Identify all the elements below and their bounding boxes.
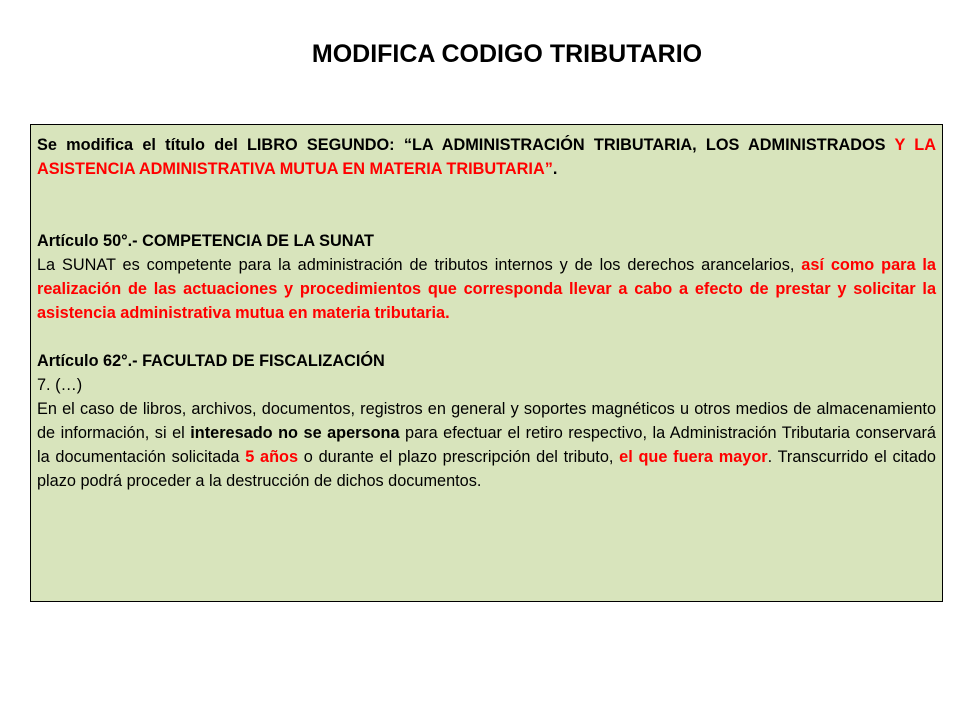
content-box <box>30 124 943 602</box>
article-62-highlight-mayor: el que fuera mayor <box>619 448 768 466</box>
article-62-heading: Artículo 62°.- FACULTAD DE FISCALIZACIÓN <box>37 352 385 370</box>
intro-text: Se modifica el título del LIBRO SEGUNDO: “LA ADMINISTRACIÓN TRIBUTARIA, LOS ADMINISTRADOS <box>37 136 886 154</box>
article-62-text-2: para efectuar el retiro respectivo, la Administración Tributaria conservará la documentación solicitada <box>37 424 936 466</box>
intro-highlight: Y LA ASISTENCIA ADMINISTRATIVA MUTUA EN MATERIA TRIBUTARIA” <box>37 136 936 178</box>
intro-paragraph <box>37 133 936 181</box>
article-62-bold: interesado no se apersona <box>190 424 400 442</box>
article-62-text-3: o durante el plazo prescripción del tributo, <box>298 448 620 466</box>
article-62-body <box>37 397 936 493</box>
article-62-text-1: En el caso de libros, archivos, documentos, registros en general y soportes magnéticos u otros medios de almacenamiento de información, si el <box>37 400 936 442</box>
spacer <box>37 325 936 349</box>
article-62-item: 7. (…) <box>37 376 83 394</box>
article-50-heading: Artículo 50°.- COMPETENCIA DE LA SUNAT <box>37 232 374 250</box>
article-50-text: La SUNAT es competente para la administración de tributos internos y de los derechos arancelarios, <box>37 256 802 274</box>
article-62-text-4: . Transcurrido el citado plazo podrá proceder a la destrucción de dichos documentos. <box>37 448 936 490</box>
article-62-highlight-years: 5 años <box>245 448 299 466</box>
slide-title: MODIFICA CODIGO TRIBUTARIO <box>311 40 703 68</box>
article-50-highlight: así como para la realización de las actuaciones y procedimientos que corresponda llevar a cabo a efecto de prestar y solicitar la asistencia administrativa mutua en materia tributaria. <box>37 256 936 322</box>
spacer <box>37 181 936 229</box>
article-50-body <box>37 253 936 325</box>
intro-end: . <box>552 160 558 178</box>
